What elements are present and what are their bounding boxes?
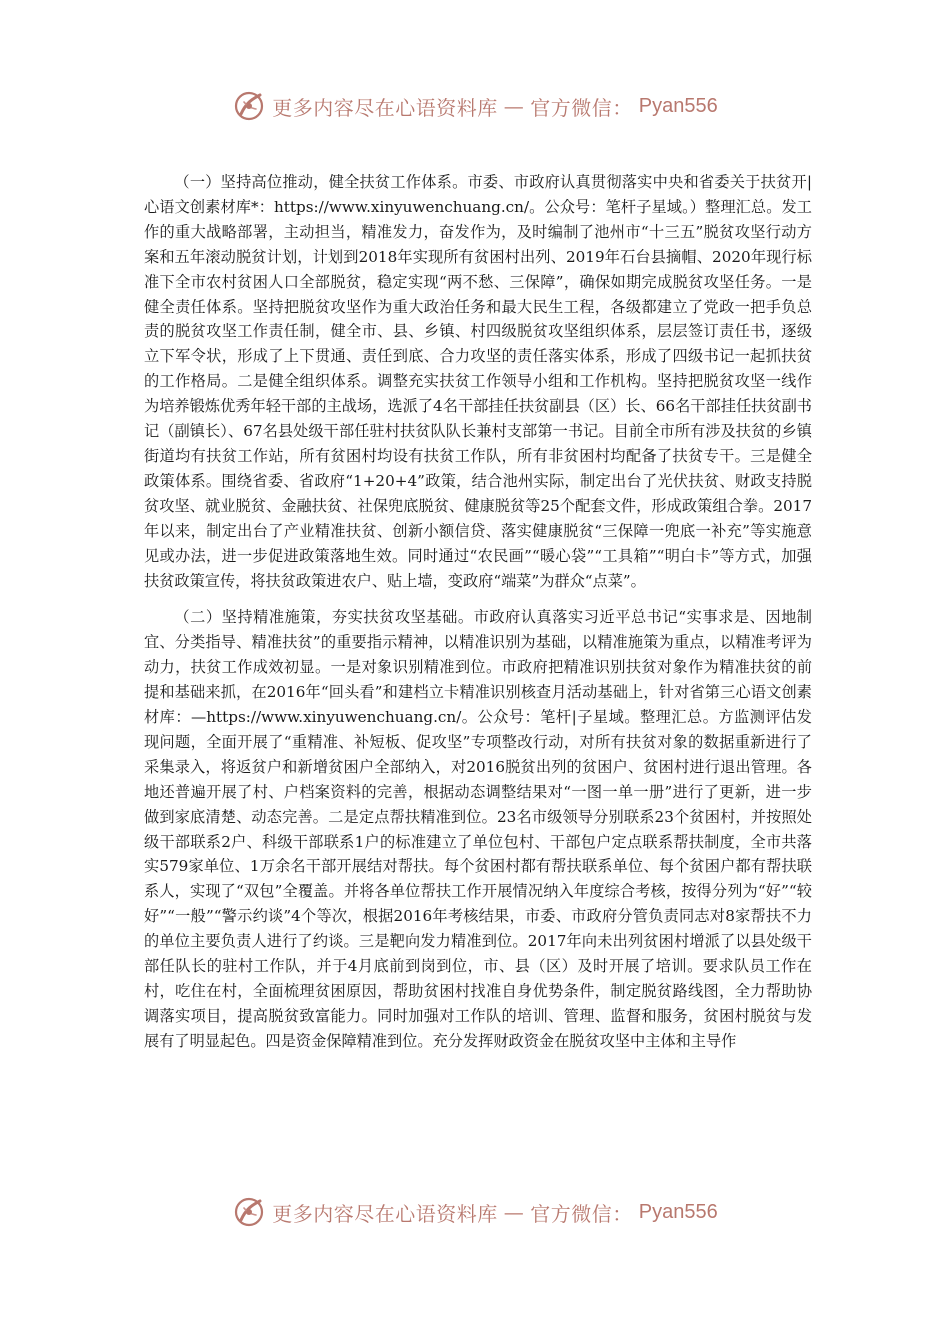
watermark-wechat-id: Pyan556 bbox=[638, 1200, 718, 1223]
watermark-wechat-label: 官方微信： bbox=[530, 1201, 633, 1226]
seal-logo-icon bbox=[232, 89, 266, 123]
watermark-wechat-id: Pyan556 bbox=[638, 94, 718, 117]
paragraph-1: （一）坚持高位推动，健全扶贫工作体系。市委、市政府认真贯彻落实中央和省委关于扶贫开|心语文创素材库*：https://www.xinyuwenchuang.cn/。公众号：笔杆子星域。）整理汇总。发工作的重大战略部署，主动担当，精准发力，奋发作为，及时编制了池州市“十三五”脱贫攻坚行动方案和五年滚动脱贫计划，计划到2018年实现所有贫困村出列、2019年石台县摘帽、2020年现行标准下全市农村贫困人口全部脱贫，稳定实现“两不愁、三保障”，确保如期完成脱贫攻坚任务。一是健全责任体系。坚持把脱贫攻坚作为重大政治任务和最大民生工程，各级都建立了党政一把手负总责的脱贫攻坚工作责任制，健全市、县、乡镇、村四级脱贫攻坚组织体系，层层签订责任书，逐级立下军令状，形成了上下贯通、责任到底、合力攻坚的责任落实体系，形成了四级书记一起抓扶贫的工作格局。二是健全组织体系。调整充实扶贫工作领导小组和工作机构。坚持把脱贫攻坚一线作为培养锻炼优秀年轻干部的主战场，选派了4名干部挂任扶贫副县（区）长、66名干部挂任扶贫副书记（副镇长）、67名县处级干部任驻村扶贫队队长兼村支部第一书记。目前全市所有涉及扶贫的乡镇街道均有扶贫工作站，所有贫困村均设有扶贫工作队，所有非贫困村均配备了扶贫专干。三是健全政策体系。围绕省委、省政府“1+20+4”政策，结合池州实际，制定出台了光伏扶贫、财政支持脱贫攻坚、就业脱贫、金融扶贫、社保兜底脱贫、健康脱贫等25个配套文件，形成政策组合拳。2017年以来，制定出台了产业精准扶贫、创新小额信贷、落实健康脱贫“三保障一兜底一补充”等实施意见或办法，进一步促进政策落地生效。同时通过“农民画”“暖心袋”“工具箱”“明白卡”等方式，加强扶贫政策宣传，将扶贫政策进农户、贴上墙，变政府“端菜”为群众“点菜”。 bbox=[144, 173, 812, 590]
seal-logo-icon bbox=[232, 1195, 266, 1229]
document-body bbox=[144, 170, 812, 1054]
footer-watermark bbox=[0, 1188, 950, 1236]
paragraph-2: （二）坚持精准施策，夯实扶贫攻坚基础。市政府认真落实习近平总书记“实事求是、因地制宜、分类指导、精准扶贫”的重要指示精神，以精准识别为基础，以精准施策为重点，以精准考评为动力，扶贫工作成效初显。一是对象识别精准到位。市政府把精准识别扶贫对象作为精准扶贫的前提和基础来抓，在2016年“回头看”和建档立卡精准识别核查月活动基础上，针对省第三心语文创素材库：—https://www.xinyuwenchuang.cn/。公众号：笔杆|子星域。整理汇总。方监测评估发现问题，全面开展了“重精准、补短板、促攻坚”专项整改行动，对所有扶贫对象的数据重新进行了采集录入，将返贫户和新增贫困户全部纳入，对2016脱贫出列的贫困户、贫困村进行退出管理。各地还普遍开展了村、户档案资料的完善，根据动态调整结果对“一图一单一册”进行了更新，进一步做到家底清楚、动态完善。二是定点帮扶精准到位。23名市级领导分别联系23个贫困村，并按照处级干部联系2户、科级干部联系1户的标准建立了单位包村、干部包户定点联系帮扶制度，全市共落实579家单位、1万余名干部开展结对帮扶。每个贫困村都有帮扶联系单位、每个贫困户都有帮扶联系人，实现了“双包”全覆盖。并将各单位帮扶工作开展情况纳入年度综合考核，按得分列为“好”“较好”“一般”“警示约谈”4个等次，根据2016年考核结果，市委、市政府分管负责同志对8家帮扶不力的单位主要负责人进行了约谈。三是靶向发力精准到位。2017年向未出列贫困村增派了以县处级干部任队长的驻村工作队，并于4月底前到岗到位，市、县（区）及时开展了培训。要求队员工作在村，吃住在村，全面梳理贫困原因，帮助贫困村找准自身优势条件，制定脱贫路线图，全力帮助协调落实项目，提高脱贫致富能力。同时加强对工作队的培训、管理、监督和服务，贫困村脱贫与发展有了明显起色。四是资金保障精准到位。充分发挥财政资金在脱贫攻坚中主体和主导作 bbox=[144, 608, 812, 1050]
watermark-site: 更多内容尽在心语资料库 bbox=[272, 95, 498, 120]
watermark-wechat-label: 官方微信： bbox=[530, 95, 633, 120]
watermark-dash: — bbox=[503, 94, 525, 118]
watermark-dash: — bbox=[503, 1200, 525, 1224]
header-watermark bbox=[0, 82, 950, 130]
watermark-site: 更多内容尽在心语资料库 bbox=[272, 1201, 498, 1226]
